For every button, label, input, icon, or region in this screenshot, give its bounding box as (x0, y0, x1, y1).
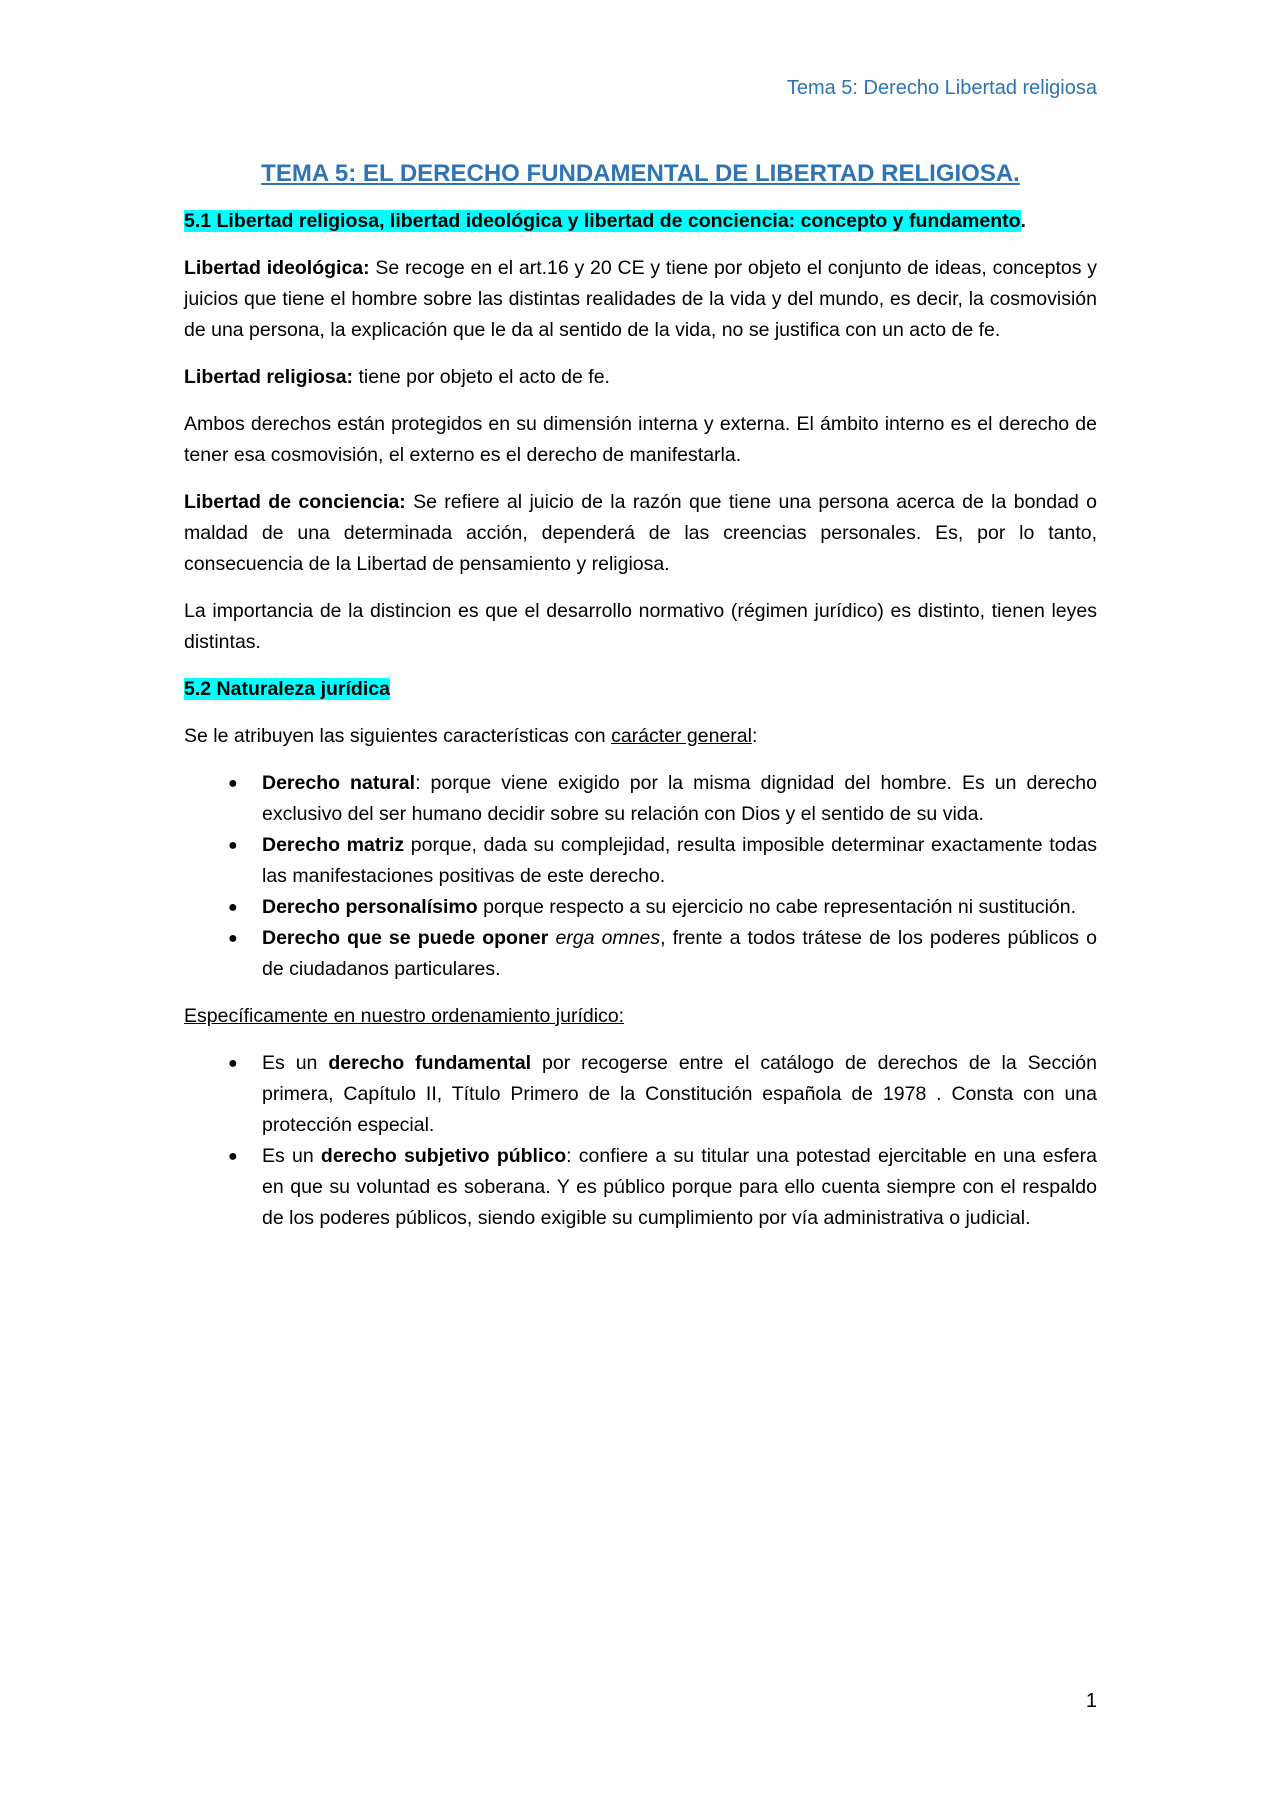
section-heading-5-2 (184, 674, 1097, 705)
list-item-text: , frente a todos trátese de los poderes públicos o de ciudadanos particulares. (262, 927, 1097, 980)
bullet-icon: ● (228, 930, 238, 947)
list-item-term: derecho fundamental (328, 1052, 532, 1074)
list-item (184, 1141, 1097, 1234)
paragraph-intro-caracteristicas (184, 721, 1097, 752)
specific-heading (184, 1001, 1097, 1032)
underlined-text: Específicamente en nuestro ordenamiento jurídico: (184, 1005, 625, 1027)
list-item (184, 768, 1097, 830)
intro-suffix: : (751, 725, 758, 747)
bullet-icon: ● (228, 899, 238, 916)
page-content (184, 157, 1097, 1250)
page-header: Tema 5: Derecho Libertad religiosa (786, 77, 1097, 99)
list-item-text: por recogerse entre el catálogo de derechos de la Sección primera, Capítulo II, Título Primero de la Constitución española de 1978 . Consta con una protección especial. (262, 1052, 1097, 1136)
list-item-term: Derecho natural (262, 772, 416, 794)
document-title: TEMA 5: EL DERECHO FUNDAMENTAL DE LIBERTAD RELIGIOSA. (261, 160, 1020, 187)
list-item-term: Derecho personalísimo (262, 896, 478, 918)
highlighted-heading-text: 5.2 Naturaleza jurídica (184, 678, 390, 700)
paragraph-importancia: La importancia de la distincion es que el desarrollo normativo (régimen jurídico) es distinto, tienen leyes distintas. (184, 600, 1097, 653)
heading-period: . (1020, 210, 1026, 232)
specific-characteristics-list (184, 1048, 1097, 1234)
paragraph-libertad-conciencia (184, 487, 1097, 580)
paragraph-ambos-derechos: Ambos derechos están protegidos en su dimensión interna y externa. El ámbito interno es el derecho de tener esa cosmovisión, el externo es el derecho de manifestarla. (184, 413, 1097, 466)
paragraph-text: Se recoge en el art.16 y 20 CE y tiene por objeto el conjunto de ideas, conceptos y juicios que tiene el hombre sobre las distintas realidades de la vida y del mundo, es decir, la cosmovisión de una persona, la explicación que le da al sentido de la vida, no se justifica con un acto de fe. (184, 257, 1097, 341)
bullet-icon: ● (228, 1148, 238, 1165)
list-item (184, 1048, 1097, 1141)
general-characteristics-list (184, 768, 1097, 985)
underlined-text: carácter general (611, 725, 752, 747)
intro-text: Se le atribuyen las siguientes características con (184, 725, 612, 747)
list-item-term: Derecho matriz (262, 834, 405, 856)
list-item-prefix: Es un (262, 1052, 329, 1074)
list-item-italic: erga omnes (555, 927, 661, 949)
list-item-text: : porque viene exigido por la misma dignidad del hombre. Es un derecho exclusivo del ser humano decidir sobre su relación con Dios y el sentido de su vida. (262, 772, 1097, 825)
bullet-icon: ● (228, 837, 238, 854)
bullet-icon: ● (228, 1055, 238, 1072)
section-heading-5-1 (184, 206, 1097, 237)
list-item-prefix: Es un (262, 1145, 321, 1167)
list-item-text: porque respecto a su ejercicio no cabe representación ni sustitución. (477, 896, 1077, 918)
bullet-icon: ● (228, 775, 238, 792)
paragraph-libertad-ideologica (184, 253, 1097, 346)
list-item-text: porque, dada su complejidad, resulta imposible determinar exactamente todas las manifestaciones positivas de este derecho. (262, 834, 1097, 887)
list-item-term: derecho subjetivo público (320, 1145, 567, 1167)
list-item-text: : confiere a su titular una potestad ejercitable en una esfera en que su voluntad es soberana. Y es público porque para ello cuenta siempre con el respaldo de los poderes públicos, siendo exigible su cumplimiento por vía administrativa o judicial. (262, 1145, 1097, 1229)
list-item (184, 892, 1097, 923)
list-item (184, 923, 1097, 985)
term-label: Libertad religiosa: (184, 366, 354, 388)
term-label: Libertad ideológica: (184, 257, 370, 279)
highlighted-heading-text: 5.1 Libertad religiosa, libertad ideológica y libertad de conciencia: concepto y fundamento (184, 210, 1021, 232)
paragraph-text: Se refiere al juicio de la razón que tiene una persona acerca de la bondad o maldad de una determinada acción, dependerá de las creencias personales. Es, por lo tanto, consecuencia de la Libertad de pensamiento y religiosa. (184, 491, 1098, 575)
page-number: 1 (1085, 1690, 1097, 1712)
term-label: Libertad de conciencia: (184, 491, 406, 513)
list-item-term: Derecho que se puede oponer (262, 927, 556, 949)
paragraph-libertad-religiosa (184, 362, 1097, 393)
list-item (184, 830, 1097, 892)
paragraph-text: tiene por objeto el acto de fe. (353, 366, 610, 388)
